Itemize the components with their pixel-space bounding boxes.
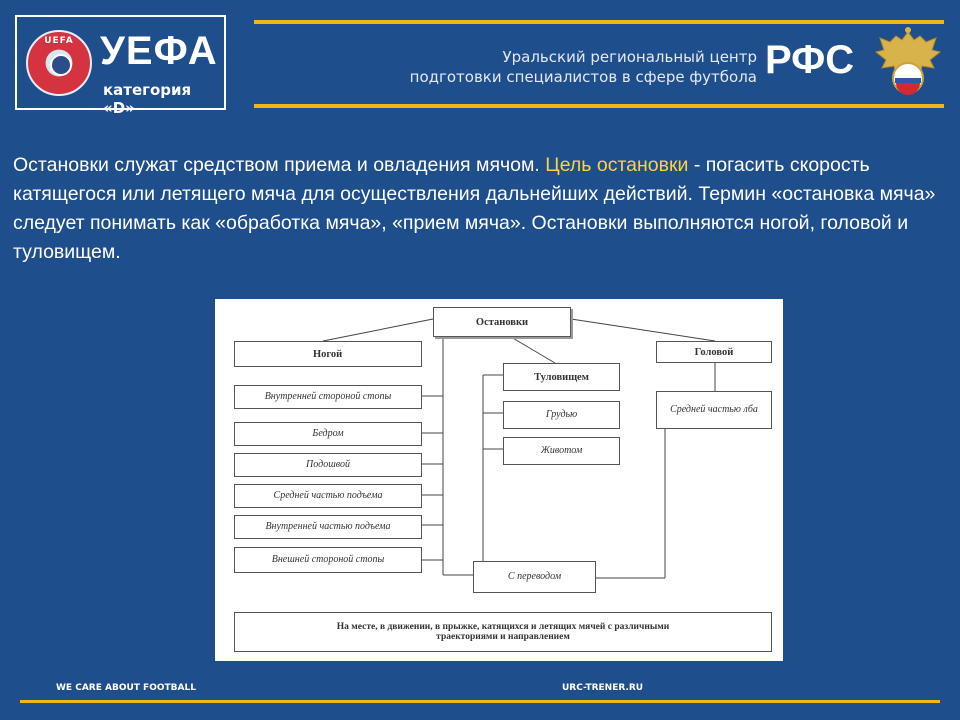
rfs-title: РФС xyxy=(765,38,855,82)
transfer-node: С переводом xyxy=(473,561,596,593)
uefa-badge-icon xyxy=(26,30,92,96)
foot-branch-node: Ногой xyxy=(234,341,422,367)
foot-item-node: Внутренней стороной стопы xyxy=(234,385,422,409)
foot-item-node: Подошвой xyxy=(234,453,422,477)
conditions-node xyxy=(234,612,772,652)
paragraph-part-2: - погасить скорость катящегося или летящего мяча для осуществления дальнейших действий. Термин «остановка мяча» следует понимать как «обработка мяча», «прием мяча». Остановки выполняются ногой, головой и туловищем. xyxy=(13,154,936,263)
torso-branch-node: Туловищем xyxy=(503,363,620,391)
paragraph-accent: Цель остановки xyxy=(545,154,689,176)
uefa-logo-block xyxy=(15,15,226,117)
uefa-category: категория «D» xyxy=(103,81,192,117)
paragraph-part-1: Остановки служат средством приема и овладения мячом. xyxy=(13,154,546,176)
foot-item-node: Средней частью подъема xyxy=(234,484,422,508)
foot-item-node: Внешней стороной стопы xyxy=(234,547,422,573)
body-paragraph xyxy=(13,151,948,267)
foot-item-node: Бедром xyxy=(234,422,422,446)
torso-item-node: Грудью xyxy=(503,401,620,429)
urc-line-2: подготовки специалистов в сфере футбола xyxy=(409,68,757,86)
conditions-line-1: На месте, в движении, в прыжке, катящихся и летящих мячей с различными xyxy=(336,622,670,632)
header-top-divider xyxy=(254,20,944,24)
head-branch-node: Головой xyxy=(656,341,772,363)
urc-caption xyxy=(300,47,757,87)
foot-item-node: Внутренней частью подъема xyxy=(234,515,422,539)
diagram-root-node: Остановки xyxy=(433,307,571,337)
footer-divider xyxy=(20,700,940,703)
stops-diagram xyxy=(215,299,783,661)
torso-item-node: Животом xyxy=(503,437,620,465)
head-item-node: Средней частью лба xyxy=(656,391,772,429)
header-bottom-divider xyxy=(254,104,944,108)
ball-icon xyxy=(50,54,72,76)
rfs-eagle-icon xyxy=(872,26,944,102)
uefa-badge-text: UEFA xyxy=(44,36,74,46)
conditions-line-2: траекториями и направлением xyxy=(436,632,570,642)
footer-slogan: WE CARE ABOUT FOOTBALL xyxy=(56,683,196,693)
uefa-title: УЕФА xyxy=(100,29,218,73)
urc-line-1: Уральский региональный центр xyxy=(502,48,757,66)
footer-website: URC-TRENER.RU xyxy=(562,683,644,693)
